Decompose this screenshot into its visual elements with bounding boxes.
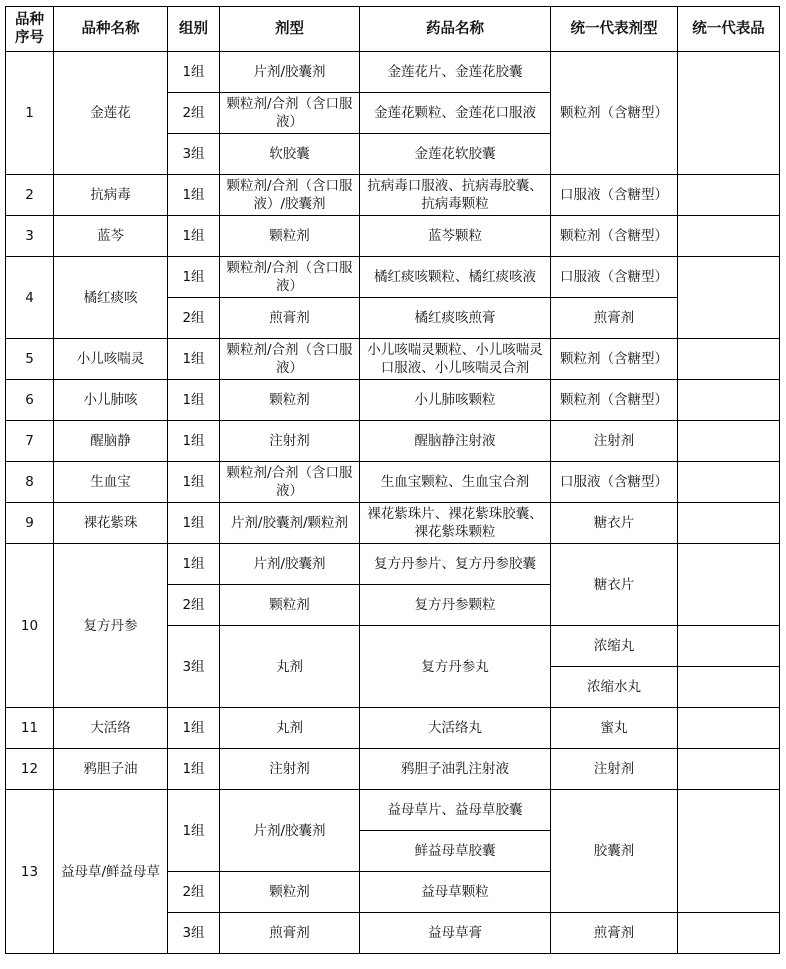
cell-rep-form: 胶囊剂 [551, 790, 678, 913]
cell-drug: 复方丹参颗粒 [360, 585, 551, 626]
cell-group: 2组 [168, 93, 220, 134]
header-row [6, 7, 780, 52]
cell-seq: 4 [6, 257, 54, 339]
cell-form: 注射剂 [220, 421, 360, 462]
cell-variety: 小儿肺咳 [54, 380, 168, 421]
header-seq: 品种 序号 [6, 7, 54, 52]
cell-seq: 3 [6, 216, 54, 257]
cell-drug: 金莲花颗粒、金莲花口服液 [360, 93, 551, 134]
header-rep-form: 统一代表剂型 [551, 7, 678, 52]
cell-group: 3组 [168, 626, 220, 708]
cell-rep-product [678, 257, 780, 339]
cell-form: 丸剂 [220, 626, 360, 708]
cell-drug: 益母草颗粒 [360, 872, 551, 913]
cell-variety: 小儿咳喘灵 [54, 339, 168, 380]
cell-drug: 抗病毒口服液、抗病毒胶囊、抗病毒颗粒 [360, 175, 551, 216]
cell-variety: 复方丹参 [54, 544, 168, 708]
cell-drug: 大活络丸 [360, 708, 551, 749]
table-row [6, 380, 780, 421]
cell-group: 1组 [168, 421, 220, 462]
cell-seq: 5 [6, 339, 54, 380]
table-row [6, 175, 780, 216]
cell-seq: 1 [6, 52, 54, 175]
cell-variety: 抗病毒 [54, 175, 168, 216]
cell-group: 3组 [168, 134, 220, 175]
cell-seq: 13 [6, 790, 54, 954]
cell-variety: 醒脑静 [54, 421, 168, 462]
drug-table [5, 6, 780, 954]
cell-drug: 复方丹参丸 [360, 626, 551, 708]
cell-form: 颗粒剂 [220, 585, 360, 626]
cell-variety: 大活络 [54, 708, 168, 749]
cell-rep-form: 口服液（含糖型） [551, 175, 678, 216]
cell-rep-product [678, 175, 780, 216]
cell-form: 颗粒剂/合剂（含口服液） [220, 93, 360, 134]
cell-rep-form: 口服液（含糖型） [551, 257, 678, 298]
cell-rep-product [678, 749, 780, 790]
cell-seq: 7 [6, 421, 54, 462]
cell-drug: 益母草膏 [360, 913, 551, 954]
cell-form: 颗粒剂 [220, 216, 360, 257]
cell-rep-product [678, 462, 780, 503]
cell-drug: 蓝芩颗粒 [360, 216, 551, 257]
cell-form: 颗粒剂/合剂（含口服液） [220, 339, 360, 380]
cell-group: 1组 [168, 339, 220, 380]
cell-seq: 10 [6, 544, 54, 708]
cell-group: 1组 [168, 790, 220, 872]
header-form: 剂型 [220, 7, 360, 52]
cell-form: 煎膏剂 [220, 298, 360, 339]
cell-drug: 金莲花片、金莲花胶囊 [360, 52, 551, 93]
cell-rep-form: 颗粒剂（含糖型） [551, 52, 678, 175]
cell-group: 1组 [168, 544, 220, 585]
cell-form: 颗粒剂/合剂（含口服液）/胶囊剂 [220, 175, 360, 216]
cell-form: 颗粒剂 [220, 380, 360, 421]
header-drug: 药品名称 [360, 7, 551, 52]
cell-drug: 橘红痰咳煎膏 [360, 298, 551, 339]
table-row [6, 52, 780, 93]
cell-rep-form: 煎膏剂 [551, 913, 678, 954]
cell-rep-product [678, 708, 780, 749]
cell-rep-product [678, 544, 780, 626]
cell-variety: 橘红痰咳 [54, 257, 168, 339]
cell-drug: 小儿肺咳颗粒 [360, 380, 551, 421]
cell-rep-form: 颗粒剂（含糖型） [551, 216, 678, 257]
cell-variety: 蓝芩 [54, 216, 168, 257]
header-variety: 品种名称 [54, 7, 168, 52]
cell-group: 1组 [168, 216, 220, 257]
table-row [6, 216, 780, 257]
cell-seq: 8 [6, 462, 54, 503]
cell-seq: 2 [6, 175, 54, 216]
cell-form: 煎膏剂 [220, 913, 360, 954]
cell-form: 片剂/胶囊剂 [220, 52, 360, 93]
cell-drug: 裸花紫珠片、裸花紫珠胶囊、裸花紫珠颗粒 [360, 503, 551, 544]
cell-rep-product [678, 380, 780, 421]
cell-group: 2组 [168, 585, 220, 626]
cell-group: 1组 [168, 708, 220, 749]
cell-group: 3组 [168, 913, 220, 954]
cell-variety: 金莲花 [54, 52, 168, 175]
cell-group: 1组 [168, 175, 220, 216]
cell-variety: 裸花紫珠 [54, 503, 168, 544]
cell-rep-form: 注射剂 [551, 421, 678, 462]
cell-drug: 复方丹参片、复方丹参胶囊 [360, 544, 551, 585]
cell-rep-product [678, 503, 780, 544]
cell-rep-form: 注射剂 [551, 749, 678, 790]
cell-form: 丸剂 [220, 708, 360, 749]
cell-rep-product [678, 626, 780, 667]
cell-group: 1组 [168, 52, 220, 93]
cell-rep-product [678, 339, 780, 380]
table-row [6, 708, 780, 749]
cell-form: 颗粒剂/合剂（含口服液） [220, 257, 360, 298]
cell-group: 2组 [168, 298, 220, 339]
cell-drug: 橘红痰咳颗粒、橘红痰咳液 [360, 257, 551, 298]
cell-variety: 生血宝 [54, 462, 168, 503]
cell-group: 1组 [168, 257, 220, 298]
cell-form: 颗粒剂/合剂（含口服液） [220, 462, 360, 503]
cell-rep-product [678, 913, 780, 954]
cell-drug: 醒脑静注射液 [360, 421, 551, 462]
cell-form: 片剂/胶囊剂 [220, 544, 360, 585]
cell-form: 片剂/胶囊剂 [220, 790, 360, 872]
table-row [6, 544, 780, 585]
cell-group: 1组 [168, 462, 220, 503]
cell-rep-form: 口服液（含糖型） [551, 462, 678, 503]
cell-rep-form: 颗粒剂（含糖型） [551, 380, 678, 421]
header-rep-product: 统一代表品 [678, 7, 780, 52]
table-row [6, 421, 780, 462]
cell-seq: 6 [6, 380, 54, 421]
cell-seq: 11 [6, 708, 54, 749]
cell-group: 1组 [168, 503, 220, 544]
table-row [6, 749, 780, 790]
cell-form: 颗粒剂 [220, 872, 360, 913]
cell-seq: 9 [6, 503, 54, 544]
cell-variety: 益母草/鲜益母草 [54, 790, 168, 954]
cell-rep-form: 浓缩水丸 [551, 667, 678, 708]
cell-rep-product [678, 216, 780, 257]
cell-drug: 鲜益母草胶囊 [360, 831, 551, 872]
cell-seq: 12 [6, 749, 54, 790]
cell-variety: 鸦胆子油 [54, 749, 168, 790]
header-group: 组别 [168, 7, 220, 52]
table-row [6, 790, 780, 831]
cell-drug: 小儿咳喘灵颗粒、小儿咳喘灵口服液、小儿咳喘灵合剂 [360, 339, 551, 380]
table-row [6, 503, 780, 544]
cell-form: 软胶囊 [220, 134, 360, 175]
cell-rep-product [678, 421, 780, 462]
cell-rep-form: 糖衣片 [551, 503, 678, 544]
cell-drug: 鸦胆子油乳注射液 [360, 749, 551, 790]
cell-rep-form: 蜜丸 [551, 708, 678, 749]
cell-form: 注射剂 [220, 749, 360, 790]
table-row [6, 257, 780, 298]
cell-rep-form: 浓缩丸 [551, 626, 678, 667]
table-row [6, 339, 780, 380]
cell-rep-form: 糖衣片 [551, 544, 678, 626]
cell-drug: 益母草片、益母草胶囊 [360, 790, 551, 831]
cell-rep-product [678, 667, 780, 708]
cell-drug: 生血宝颗粒、生血宝合剂 [360, 462, 551, 503]
cell-group: 2组 [168, 872, 220, 913]
cell-group: 1组 [168, 749, 220, 790]
cell-rep-form: 颗粒剂（含糖型） [551, 339, 678, 380]
cell-form: 片剂/胶囊剂/颗粒剂 [220, 503, 360, 544]
cell-rep-form: 煎膏剂 [551, 298, 678, 339]
table-row [6, 462, 780, 503]
cell-drug: 金莲花软胶囊 [360, 134, 551, 175]
cell-rep-product [678, 52, 780, 175]
cell-group: 1组 [168, 380, 220, 421]
cell-rep-product [678, 790, 780, 913]
